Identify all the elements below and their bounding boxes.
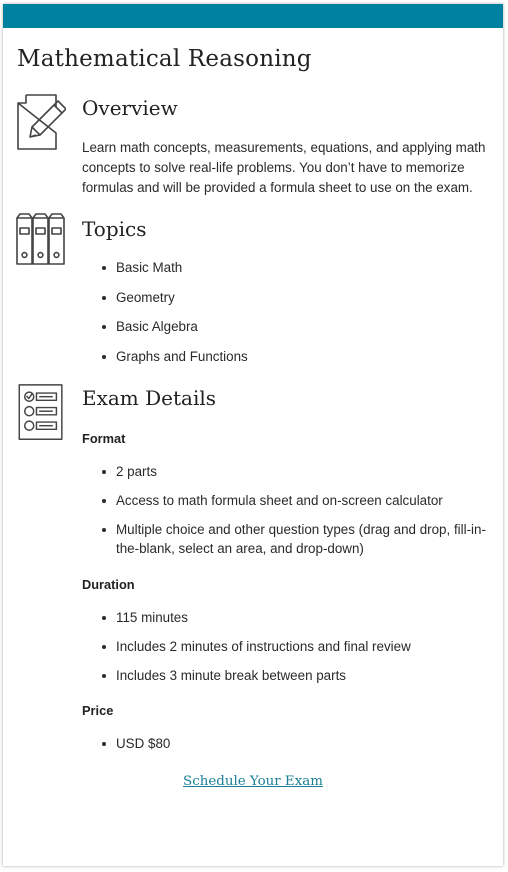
format-heading: Format xyxy=(82,431,126,446)
list-item: Geometry xyxy=(82,288,494,307)
pencil-paper-icon xyxy=(16,93,66,151)
checklist-icon xyxy=(16,384,66,442)
exam-details-title: Exam Details xyxy=(82,386,217,410)
price-list xyxy=(82,734,494,753)
schedule-exam-link[interactable]: Schedule Your Exam xyxy=(183,774,323,789)
list-item: USD $80 xyxy=(82,734,494,753)
topics-title: Topics xyxy=(82,217,147,241)
format-list xyxy=(82,462,494,558)
list-item: 115 minutes xyxy=(82,608,494,627)
price-heading: Price xyxy=(82,703,114,718)
overview-title: Overview xyxy=(82,96,178,120)
topics-list xyxy=(82,258,494,366)
list-item: Access to math formula sheet and on-screen calculator xyxy=(82,491,494,510)
list-item: 2 parts xyxy=(82,462,494,481)
list-item: Graphs and Functions xyxy=(82,347,494,366)
list-item: Basic Algebra xyxy=(82,317,494,336)
top-color-bar xyxy=(3,4,503,28)
list-item: Multiple choice and other question types (drag and drop, fill-in-the-blank, select an area, and drop-down) xyxy=(82,520,494,558)
overview-description: Learn math concepts, measurements, equations, and applying math concepts to solve real-life problems. You don’t have to memorize formulas and will be provided a formula sheet to use on the exam. xyxy=(82,140,486,195)
duration-list xyxy=(82,608,494,685)
exam-card xyxy=(3,4,503,866)
list-item: Basic Math xyxy=(82,258,494,277)
binders-icon xyxy=(16,212,66,270)
list-item: Includes 2 minutes of instructions and final review xyxy=(82,637,494,656)
duration-heading: Duration xyxy=(82,577,135,592)
list-item: Includes 3 minute break between parts xyxy=(82,666,494,685)
page-title: Mathematical Reasoning xyxy=(17,46,312,72)
